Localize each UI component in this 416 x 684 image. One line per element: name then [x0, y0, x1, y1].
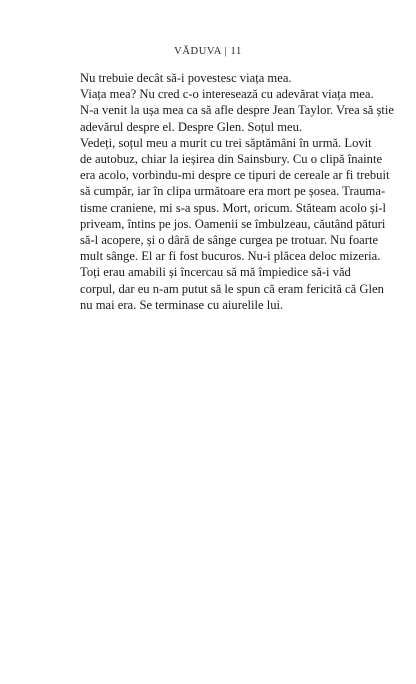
text-line: Toți erau amabili și încercau să mă împiedice să-i văd: [80, 265, 351, 280]
text-line: Vedeți, soțul meu a murit cu trei săptămâni în urmă. Lovit: [80, 135, 372, 150]
paragraph: [80, 264, 384, 313]
text-line: Viața mea? Nu cred c-o interesează cu adevărat viața mea.: [80, 87, 374, 102]
text-line: mult sânge. El ar fi fost bucuros. Nu-i plăcea deloc mizeria.: [80, 249, 381, 264]
paragraph: [80, 135, 390, 265]
text-line: era acolo, vorbindu-mi despre ce tipuri de cereale ar fi trebuit: [80, 168, 390, 183]
running-title: VĂDUVA: [174, 46, 222, 57]
body-text: [80, 70, 395, 313]
text-line: tisme craniene, mi s-a spus. Mort, oricum. Stăteam acolo și-l: [80, 200, 387, 215]
text-line: de autobuz, chiar la ieșirea din Sainsbury. Cu o clipă înainte: [80, 152, 383, 167]
text-line: corpul, dar eu n-am putut să le spun că eram fericită că Glen: [80, 281, 384, 296]
text-line: priveam, întins pe jos. Oamenii se îmbulzeau, căutând pături: [80, 216, 386, 231]
text-line: nu mai era. Se terminase cu aiurelile lui.: [80, 297, 284, 312]
running-head: [0, 46, 416, 57]
page-number: 11: [230, 46, 242, 57]
text-line: N-a venit la ușa mea ca să afle despre Jean Taylor. Vrea să știe: [80, 103, 395, 118]
text-line: să cumpăr, iar în clipa următoare era mort pe șosea. Trauma-: [80, 184, 386, 199]
paragraph: [80, 86, 395, 135]
header-separator: |: [224, 46, 228, 57]
text-line: adevărul despre el. Despre Glen. Soțul meu.: [80, 119, 303, 134]
text-line: să-l acopere, și o dâră de sânge curgea pe trotuar. Nu foarte: [80, 233, 379, 248]
text-line: Nu trebuie decât să-i povestesc viața mea.: [80, 71, 292, 85]
paragraph: [80, 70, 370, 86]
